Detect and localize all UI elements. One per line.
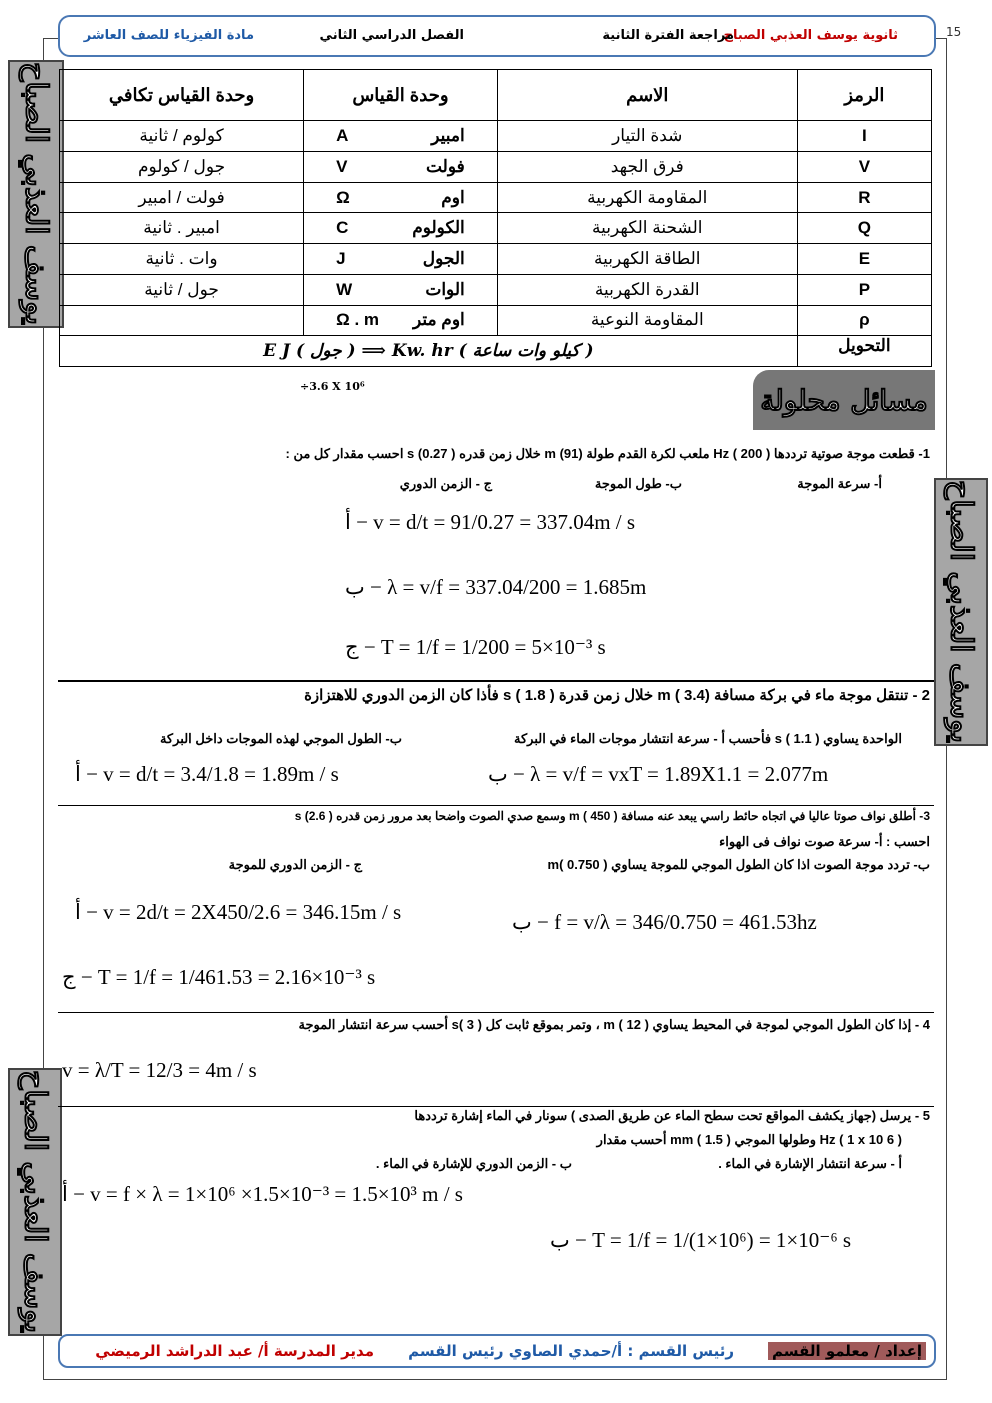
equation: ج − T = 1/f = 1/461.53 = 2.16×10⁻³ s xyxy=(62,965,376,989)
separator xyxy=(58,680,934,682)
equation: ب − λ = v/f = 337.04/200 = 1.685m xyxy=(345,575,647,599)
prepared-by: إعداد / معلمو القسم xyxy=(768,1342,926,1360)
problem-5-statement-2: Hz ( 1 x 10 6 ) وطولها الموجي mm ( 1.5 ) أحسب مقدار xyxy=(596,1132,902,1147)
separator xyxy=(58,805,934,806)
problem-2-statement: 2 - تنتقل موجة ماء في بركة مسافة m ( 3.4) خلال زمن قدرة s ( 1.8 ) فأذا كان الزمن الدوري للاهتزازة xyxy=(304,687,930,704)
side-stamp: يوسف العذبي الصباح xyxy=(934,478,988,746)
problem-1-part-c: ج - الزمن الدوري xyxy=(399,476,492,491)
problem-3-part-a: احسب : أ- سرعة صوت نواف فى الهواء xyxy=(719,834,930,849)
problem-3-statement: 3- أطلق نواف صوتا عاليا في اتجاه حائط راسي يبعد عنه مسافة m ( 450 ) وسمع صدي الصوت واضحا بعد مرور زمن قدره s (2.6 ) xyxy=(294,809,930,823)
problem-4-statement: 4 - إذا كان الطول الموجي لموجة في المحيط يساوي m ( 12 ) ، وتمر بموقع ثابت كل s( 3 ) أحسب سرعة انتشار الموجة xyxy=(298,1017,930,1032)
units-table xyxy=(59,69,932,394)
separator xyxy=(58,1106,934,1107)
footer-bar xyxy=(58,1334,936,1368)
side-stamp: يوسف العذبي الصباح xyxy=(8,1068,62,1336)
equation: ج − T = 1/f = 1/200 = 5×10⁻³ s xyxy=(345,635,606,659)
table-row: P القدرة الكهربية الوات W جول / ثانية xyxy=(60,274,932,305)
problem-1-part-b: ب- طول الموجة xyxy=(594,476,682,491)
equation: ب − λ = v/f = vxT = 1.89X1.1 = 2.077m xyxy=(488,762,829,786)
table-header-row: الرمز الاسم وحدة القياس وحدة القياس تكافي xyxy=(60,70,932,121)
equation: أ − v = 2d/t = 2X450/2.6 = 346.15m / s xyxy=(75,900,402,924)
section-title-badge: مسائل محلولة xyxy=(753,370,935,430)
table-row: E الطاقة الكهربية الجول J وات . ثانية xyxy=(60,244,932,275)
problem-5-part-b: ب - الزمن الدوري للإشارة في الماء . xyxy=(375,1156,572,1171)
conversion-row: التحويل E J ( جول ) ⟹ Kw. hr ( كيلو وات ساعة ) ÷3.6 X 10⁶ xyxy=(60,336,932,367)
problem-2-part-a: الواحدة يساوي s ( 1.1 ) فأحسب أ - سرعة انتشار موجات الماء في البركة xyxy=(514,731,902,746)
subject: مادة الفيزياء للصف العاشر xyxy=(83,28,254,43)
long-arrow-icon: ⟹ xyxy=(361,341,392,362)
header-bar xyxy=(58,15,936,57)
equation: أ − v = d/t = 3.4/1.8 = 1.89m / s xyxy=(75,762,339,786)
problem-5-statement: 5 - يرسل (جهاز يكشف المواقع تحت سطح الماء عن طريق الصدى ) سونار في الماء إشارة ترددها xyxy=(414,1108,930,1123)
semester: الفصل الدراسي الثاني xyxy=(319,28,464,43)
department-head: رئيس القسم : أ/حمدي الصاوي رئيس القسم xyxy=(408,1342,734,1360)
table-row: I شدة التيار امبير A كولوم / ثانية xyxy=(60,121,932,152)
conversion-formula: E J ( جول ) ⟹ Kw. hr ( كيلو وات ساعة ) ÷3.6 X 10⁶ xyxy=(60,336,798,367)
school-director: مدير المدرسة أ/ عبد الدراشد الرميضي xyxy=(95,1342,374,1360)
equation: أ − v = d/t = 91/0.27 = 337.04m / s xyxy=(345,510,636,534)
table-row: V فرق الجهد فولت V جول / كولوم xyxy=(60,151,932,182)
side-stamp: يوسف العذبي الصباح xyxy=(8,60,64,328)
equation: v = λ/T = 12/3 = 4m / s xyxy=(62,1058,257,1082)
problem-1-part-a: أ- سرعة الموجة xyxy=(797,476,882,491)
equation: أ − v = f × λ = 1×10⁶ ×1.5×10⁻³ = 1.5×10³ m / s xyxy=(62,1182,463,1206)
problem-3-part-c: ج - الزمن الدوري للموجة xyxy=(228,857,362,872)
table-row: ρ المقاومة النوعية اوم متر Ω . m xyxy=(60,305,932,336)
problem-3-part-b: ب- تردد موجة الصوت اذا كان الطول الموجي للموجة يساوي m( 0.750 ) xyxy=(547,857,930,872)
school-name: ثانوية يوسف العذبي الصباح xyxy=(723,28,898,43)
equation: ب − f = v/λ = 346/0.750 = 461.53hz xyxy=(512,910,817,934)
page-number: 15 xyxy=(946,25,962,39)
table-row: R المقاومة الكهربية اوم Ω فولت / امبير xyxy=(60,182,932,213)
equation: ب − T = 1/f = 1/(1×10⁶) = 1×10⁻⁶ s xyxy=(550,1228,852,1252)
table-row: Q الشحنة الكهربية الكولوم C امبير . ثانية xyxy=(60,213,932,244)
problem-1-statement: 1- قطعت موجة صوتية ترددها Hz ( 200 ) ملعب لكرة القدم طولة m (91) خلال زمن قدره s (0.27 ) احسب مقدار كل من : xyxy=(285,446,930,461)
problem-5-part-a: أ - سرعة انتشار الإشارة في الماء . xyxy=(718,1156,902,1171)
review-title: مراجعة الفترة الثانية xyxy=(602,28,734,43)
separator xyxy=(58,1012,934,1013)
problem-2-part-b: ب- الطول الموجي لهذه الموجات داخل البركة xyxy=(159,731,402,746)
